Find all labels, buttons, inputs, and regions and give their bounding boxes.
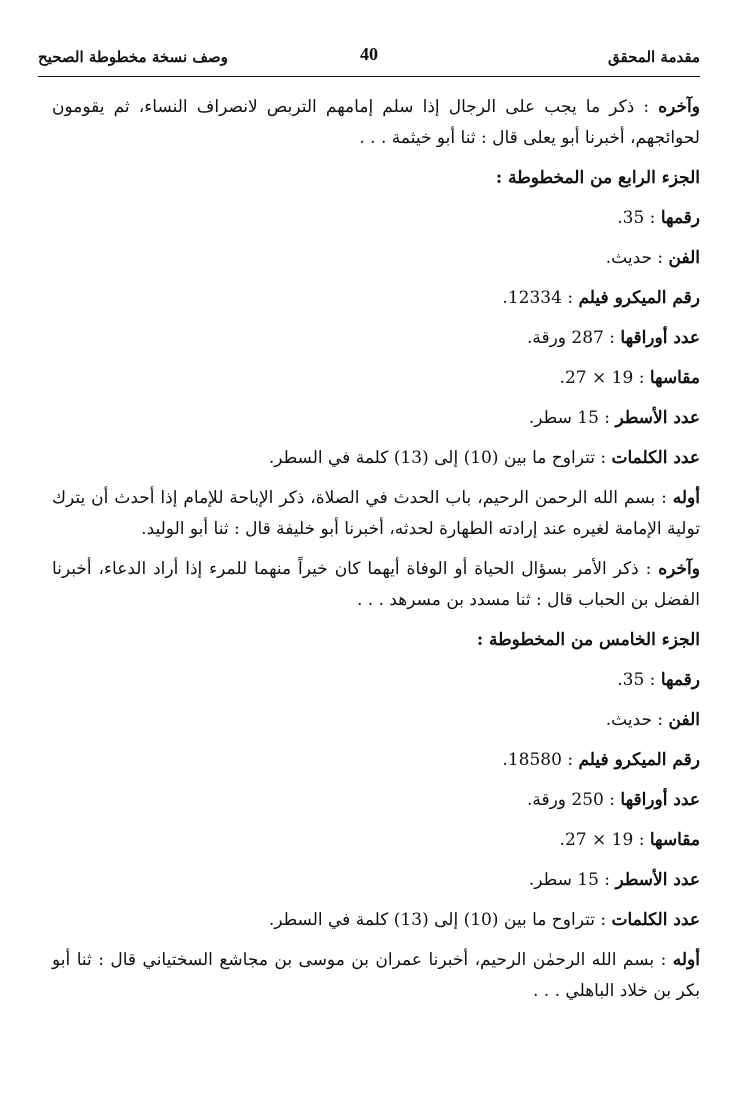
intro-end-paragraph: وآخره : ذكر ما يجب على الرجال إذا سلم إمامهم التربص لانصراف النساء، ثم يقومون لحوائجهم، أخبرنا أبو يعلى قال : ثنا أبو خيثمة . . . (52, 97, 700, 148)
part5-field-value: حديث. (605, 710, 652, 730)
part4-lines: عدد الأسطر : 15 سطر. (528, 408, 700, 428)
part5-lines: عدد الأسطر : 15 سطر. (528, 870, 700, 890)
part5-size-label: مقاسها (649, 830, 700, 850)
part5-number-label: رقمها (660, 670, 700, 690)
part5-beginning-text: بسم الله الرحمٰن الرحيم، أخبرنا عمران بن موسى بن مجاشع السختياني قال : ثنا أبو بكر بن خلاد الباهلي . . . (52, 950, 700, 1001)
part4-lines-value: 15 سطر. (528, 408, 599, 428)
part5-leaves: عدد أوراقها : 250 ورقة. (526, 790, 700, 810)
page-number: 40 (360, 44, 378, 64)
part4-end-text: ذكر الأمر بسؤال الحياة أو الوفاة أيهما كان خيراً منهما للمرء إذا أراد الدعاء، أخبرنا الفضل بن الحباب قال : ثنا مسدد بن مسرهد . . . (52, 559, 700, 610)
part4-number-value: 35. (617, 208, 645, 228)
part5-leaves-label: عدد أوراقها (620, 790, 700, 810)
part5-words-label: عدد الكلمات (611, 910, 700, 930)
part4-size-value: 19 × 27. (559, 368, 634, 388)
part4-leaves: عدد أوراقها : 287 ورقة. (526, 328, 700, 348)
part5-field-label: الفن (668, 710, 700, 730)
part4-beginning-text: بسم الله الرحمن الرحيم، باب الحدث في الصلاة، ذكر الإباحة للإمام إذا أحدث أن يترك تولية الإمامة لغيره عند إرادته الطهارة لحدثه، أخبرنا أبو خليفة قال : ثنا أبو الوليد. (52, 488, 700, 539)
part4-heading: الجزء الرابع من المخطوطة : (495, 168, 700, 188)
part5-microfilm: رقم الميكرو فيلم : 18580. (502, 750, 700, 770)
part4-field-label: الفن (668, 248, 700, 268)
header-section-title: وصف نسخة مخطوطة الصحيح (38, 48, 228, 66)
part4-beginning-label: أوله (672, 488, 700, 508)
part4-beginning: أوله : بسم الله الرحمن الرحيم، باب الحدث في الصلاة، ذكر الإباحة للإمام إذا أحدث أن يترك تولية الإمامة لغيره عند إرادته الطهارة لحدثه، أخبرنا أبو خليفة قال : ثنا أبو الوليد. (52, 488, 700, 539)
part4-microfilm: رقم الميكرو فيلم : 12334. (502, 288, 700, 308)
part5-number-value: 35. (617, 670, 645, 690)
part5-number: رقمها : 35. (617, 670, 700, 690)
part4-end: وآخره : ذكر الأمر بسؤال الحياة أو الوفاة أيهما كان خيراً منهما للمرء إذا أراد الدعاء، أخبرنا الفضل بن الحباب قال : ثنا مسدد بن مسرهد . . . (52, 559, 700, 610)
part4-size-label: مقاسها (649, 368, 700, 388)
part4-field-value: حديث. (605, 248, 652, 268)
intro-end-text: ذكر ما يجب على الرجال إذا سلم إمامهم التربص لانصراف النساء، ثم يقومون لحوائجهم، أخبرنا أبو يعلى قال : ثنا أبو خيثمة . . . (52, 97, 700, 148)
part5-size-value: 19 × 27. (559, 830, 634, 850)
part5-words-value: تتراوح ما بين (10) إلى (13) كلمة في السطر. (268, 910, 595, 930)
header-chapter-title: مقدمة المحقق (608, 48, 700, 66)
part5-words: عدد الكلمات : تتراوح ما بين (10) إلى (13) كلمة في السطر. (268, 910, 700, 930)
part5-beginning: أوله : بسم الله الرحمٰن الرحيم، أخبرنا عمران بن موسى بن مجاشع السختياني قال : ثنا أبو بكر بن خلاد الباهلي . . . (52, 950, 700, 1001)
part4-size: مقاسها : 19 × 27. (559, 368, 700, 388)
page-body (52, 92, 700, 1016)
part4-leaves-label: عدد أوراقها (620, 328, 700, 348)
part5-lines-label: عدد الأسطر (615, 870, 700, 890)
part5-microfilm-value: 18580. (502, 750, 562, 770)
page-header (38, 42, 700, 77)
part4-number: رقمها : 35. (617, 208, 700, 228)
part4-end-label: وآخره (658, 559, 700, 579)
part5-size: مقاسها : 19 × 27. (559, 830, 700, 850)
part4-words-value: تتراوح ما بين (10) إلى (13) كلمة في السطر. (268, 448, 595, 468)
part4-microfilm-value: 12334. (502, 288, 562, 308)
part4-words-label: عدد الكلمات (611, 448, 700, 468)
part4-field: الفن : حديث. (605, 248, 700, 268)
part4-number-label: رقمها (660, 208, 700, 228)
part4-microfilm-label: رقم الميكرو فيلم (578, 288, 700, 308)
part5-leaves-value: 250 ورقة. (526, 790, 604, 810)
part5-field: الفن : حديث. (605, 710, 700, 730)
part5-beginning-label: أوله (672, 950, 700, 970)
part4-lines-label: عدد الأسطر (615, 408, 700, 428)
part4-leaves-value: 287 ورقة. (526, 328, 604, 348)
part5-microfilm-label: رقم الميكرو فيلم (578, 750, 700, 770)
part4-words: عدد الكلمات : تتراوح ما بين (10) إلى (13) كلمة في السطر. (268, 448, 700, 468)
part5-lines-value: 15 سطر. (528, 870, 599, 890)
intro-end-label: وآخره (658, 97, 700, 117)
part5-heading: الجزء الخامس من المخطوطة : (476, 630, 700, 650)
